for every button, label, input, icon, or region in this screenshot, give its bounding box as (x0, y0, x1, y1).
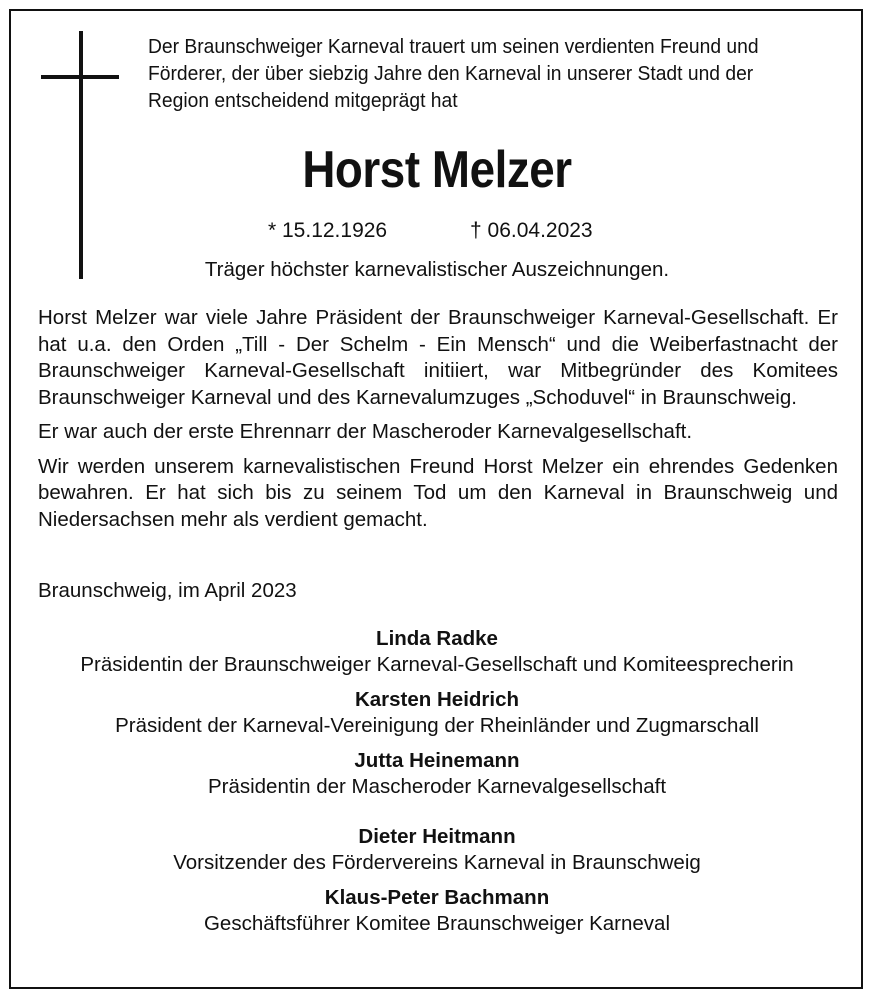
cross-icon-bar (41, 75, 119, 79)
body-text (38, 305, 838, 541)
signer-role: Präsidentin der Braunschweiger Karneval-Gesellschaft und Komiteesprecherin (80, 653, 794, 676)
signer-name: Klaus-Peter Bachmann (324, 886, 550, 909)
signer (0, 824, 874, 876)
signer-name: Dieter Heitmann (358, 825, 516, 848)
deceased-name-text: Horst Melzer (302, 141, 572, 199)
honor-text: Träger höchster karnevalistischer Auszeichnungen. (204, 258, 670, 281)
signer (0, 626, 874, 678)
paragraph: Er war auch der erste Ehrennarr der Mascheroder Karnevalgesellschaft. (38, 420, 693, 443)
signer-role: Geschäftsführer Komitee Braunschweiger Karneval (203, 912, 671, 935)
intro-text: Der Braunschweiger Karneval trauert um seinen verdienten Freund und Förderer, der über siebzig Jahre den Karneval in unserer Stadt und der Region entscheidend mitgeprägt hat (148, 35, 759, 112)
death-date: † 06.04.2023 (470, 219, 593, 242)
paragraph: Wir werden unserem karnevalistischen Freund Horst Melzer ein ehrendes Gedenken bewahren. Er hat sich bis zu seinem Tod um den Karneval in Braunschweig und Niedersachsen mehr als verdient gemacht. (38, 454, 838, 531)
signer (0, 687, 874, 739)
signer (0, 748, 874, 800)
signer-name: Karsten Heidrich (354, 688, 520, 711)
signer-role: Präsidentin der Mascheroder Karnevalgesellschaft (207, 775, 667, 798)
signer-name: Linda Radke (376, 627, 498, 650)
signers-list (0, 626, 874, 946)
signer-name: Jutta Heinemann (354, 749, 520, 772)
deceased-name (52, 140, 821, 200)
signer-role: Vorsitzender des Fördervereins Karneval in Braunschweig (173, 851, 701, 874)
paragraph: Horst Melzer war viele Jahre Präsident der Braunschweiger Karneval-Gesellschaft. Er hat u.a. den Orden „Till - Der Schelm - Ein Mensch“ und die Weiberfastnacht der Braunschweiger Karneval-Gesellschaft initiiert, war Mitbegründer des Komitees Braunschweiger Karneval und des Karnevalumzuges „Schoduvel“ in Braunschweig. (38, 306, 838, 409)
honor-line (0, 257, 874, 283)
signer (0, 885, 874, 937)
birth-date: * 15.12.1926 (268, 219, 388, 242)
place-date: Braunschweig, im April 2023 (38, 579, 297, 602)
signer-role: Präsident der Karneval-Vereinigung der Rheinländer und Zugmarschall (115, 714, 759, 737)
